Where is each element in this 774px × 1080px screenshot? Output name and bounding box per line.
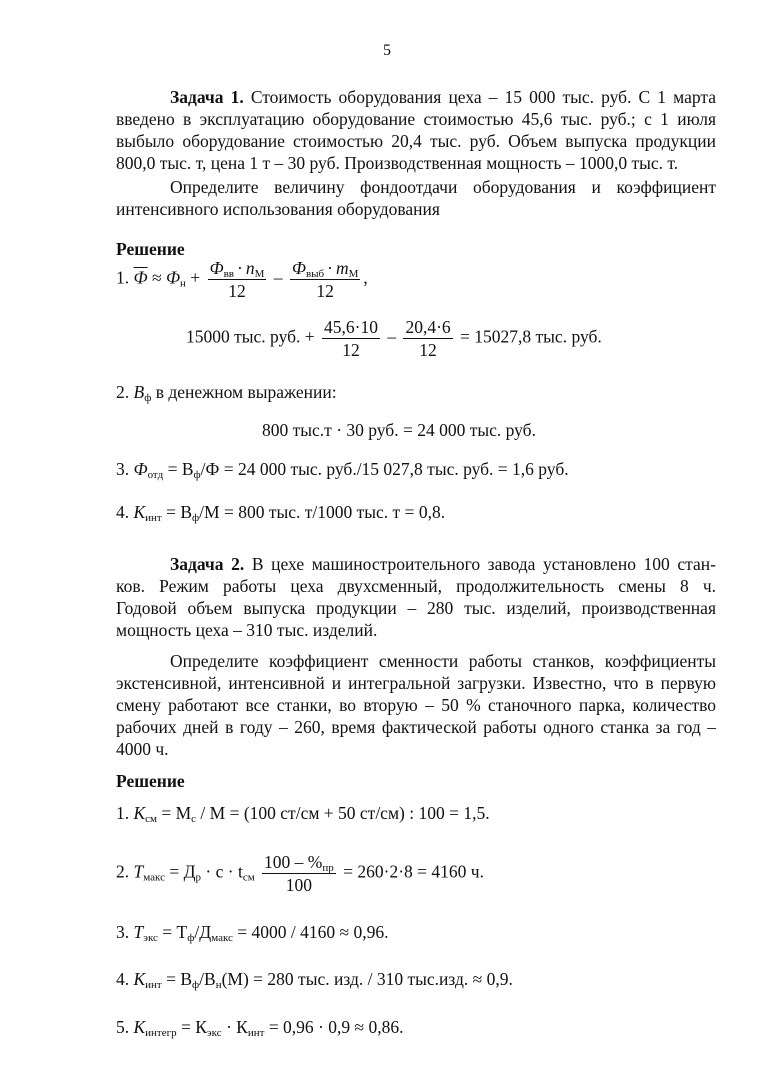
calc-result: = 15027,8 тыс. руб. [460,326,602,347]
task2-statement [116,553,716,641]
task2-question [116,650,716,760]
approx-sign: ≈ [151,267,162,288]
task2-line-2: ков. Режим работы цеха двухсменный, продолжительность смены 8 ч. [116,576,716,596]
fraction-out: $\frac{Ф_{выб} \cdot m_М}{12}$ [291,258,359,301]
task2-line-1: В цехе машиностроительного завода установлено 100 стан- [251,554,716,574]
task1-line-4: 800,0 тыс. т, цена 1 т – 30 руб. Производственная мощность – 1000,0 тыс. т. [116,153,679,173]
task1-step2: 2. $В_ф$ в денежном выражении: [116,382,337,404]
percent-fraction: $\frac{100 - \%_{пр}}{100}$ [264,852,334,895]
task2-step2: 2. $Т_{макс} = Д_р \cdot с \cdot t_{см}$ $\frac{100 - \%_{пр}}{100}$ = 260·2·8 = 4160 ч. [116,852,484,895]
calc-base: 15000 тыс. руб. + [186,326,315,347]
task2-label: Задача 2. [170,554,245,574]
calc-fraction-out: $\frac{20,4\cdot 6}{12}$ [405,317,451,360]
task2-solution-heading: Решение [116,771,185,791]
step-number: 1. [116,267,130,288]
task2-line-3: Годовой объем выпуска продукции – 280 тыс. изделий, производственная [116,598,716,618]
task1-question-line-2: интенсивного использования оборудования [116,199,440,219]
plus-sign: + [190,267,201,288]
fund-start-sub: н [180,277,186,290]
task1-statement [116,86,716,174]
page-number: 5 [383,42,391,59]
task1-line-2: введено в эксплуатацию оборудование стоимостью 45,6 тыс. руб.; с 1 июля [116,109,716,129]
minus-sign: – [273,267,283,288]
task2-step1: 1. $К_{см} = М_с / М = (100$ ст/см + 50 ст/см) : 100 = 1,5. [116,803,490,825]
task1-label: Задача 1. [170,87,244,107]
fund-start-symbol: Ф [165,267,181,288]
task2-line-4: мощность цеха – 310 тыс. изделий. [116,620,378,640]
task1-solution-heading: Решение [116,239,185,259]
task1-question-line-1: Определите величину фондоотдачи оборудования и коэффициент [170,177,716,197]
task2-question-line-4: рабочих дней в году – 260, время фактической работы одного станка за год – [116,717,716,737]
fraction-in: $\frac{Ф_{вв} \cdot n_М}{12}$ [209,258,265,301]
task2-question-line-1: Определите коэффициент сменности работы станков, коэффициенты [170,651,716,671]
task2-step5: 5. $К_{интегр} = К_{экс} \cdot К_{инт} = 0,96 \cdot 0,9 \approx 0,86$. [116,1017,404,1039]
calc-minus: – [387,326,397,347]
comma: , [363,267,368,288]
task1-line-1: Стоимость оборудования цеха – 15 000 тыс. руб. С 1 марта [250,87,717,107]
task1-step1-formula [116,257,368,302]
task2-question-line-2: экстенсивной, интенсивной и интегральной загрузки. Известно, что в первую [116,673,716,693]
task1-step2-calculation: 800 тыс.т · 30 руб. = 24 000 тыс. руб. [262,420,536,440]
task2-question-line-3: смену работают все станки, во вторую – 50 % станочного парка, количество [116,695,716,715]
task2-step3: 3. $Т_{экс} = Т_ф/Д_{макс} = 4000 / 4160 \approx 0,96$. [116,922,389,944]
task1-step1-calculation [186,316,602,361]
task1-step4: 4. $К_{инт} = В_ф/М = 800$ тыс. т/1000 тыс. т = 0,8. [116,502,446,524]
calc-fraction-in: $\frac{45,6\cdot 10}{12}$ [324,317,378,360]
task2-step4: 4. $К_{инт} = В_ф/В_н(М) = 280$ тыс. изд. / 310 тыс.изд. ≈ 0,9. [116,969,513,991]
task1-step3: 3. $Ф_{отд} = В_ф/Ф = 24$ 000 тыс. руб./15 027,8 тыс. руб. = 1,6 руб. [116,459,569,481]
task2-question-line-5: 4000 ч. [116,739,169,759]
avg-fund-symbol: Ф [133,267,148,288]
task1-line-3: выбыло оборудование стоимостью 20,4 тыс. руб. Объем выпуска продукции [116,131,716,151]
task1-question [116,176,716,220]
